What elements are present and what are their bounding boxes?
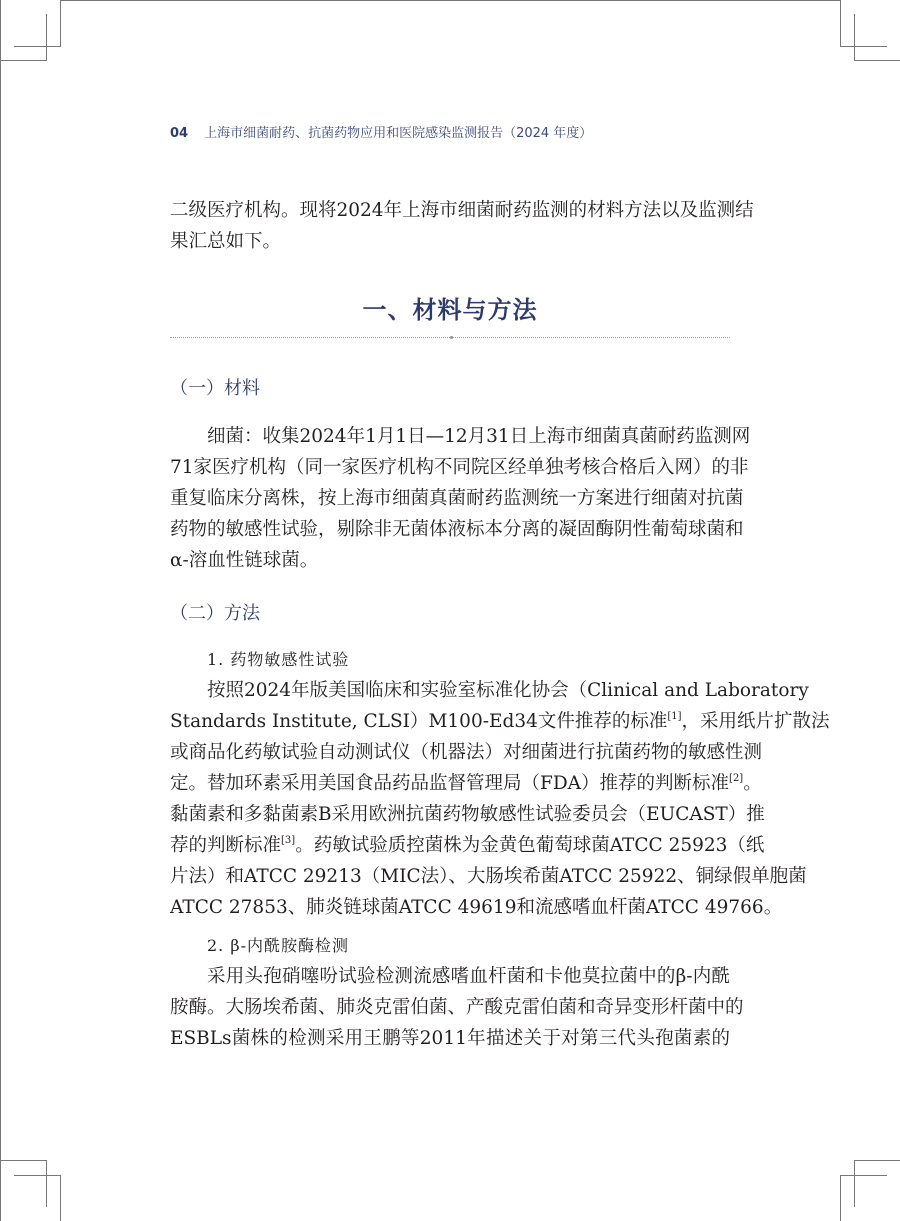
divider-dot [450, 336, 453, 339]
subsection-title-materials: （一）材料 [170, 378, 260, 399]
methods-item-1 [170, 644, 830, 923]
item-heading: 1. 药物敏感性试验 [207, 650, 350, 669]
text-span: ，采用纸片扩散法 [681, 711, 830, 732]
text-line: 胺酶。大肠埃希菌、肺炎克雷伯菌、产酸克雷伯菌和奇异变形杆菌中的 [170, 997, 744, 1018]
materials-paragraph [170, 421, 751, 576]
text-line: 果汇总如下。 [170, 231, 282, 252]
text-line: α-溶血性链球菌。 [170, 550, 319, 571]
text-span: 。药敏试验质控菌株为金黄色葡萄球菌ATCC 25923（纸 [295, 835, 765, 856]
running-title: 上海市细菌耐药、抗菌药物应用和医院感染监测报告（2024 年度） [204, 126, 593, 141]
citation[interactable]: [2] [729, 773, 744, 784]
page-number: 04 [170, 126, 189, 141]
text-line: 二级医疗机构。现将2024年上海市细菌耐药监测的材料方法以及监测结 [170, 200, 754, 221]
text-line: 71家医疗机构（同一家医疗机构不同院区经单独考核合格后入网）的非 [170, 457, 749, 478]
text-line [170, 830, 765, 861]
citation[interactable]: [1] [667, 711, 682, 722]
text-span: Standards Institute, CLSI）M100-Ed34文件推荐的标准 [170, 711, 668, 732]
text-line [170, 768, 762, 799]
text-line: 黏菌素和多黏菌素B采用欧洲抗菌药物敏感性试验委员会（EUCAST）推 [170, 804, 765, 825]
text-line: 重复临床分离株，按上海市细菌真菌耐药监测统一方案进行细菌对抗菌 [170, 488, 744, 509]
text-line [170, 706, 830, 737]
text-line: 按照2024年版美国临床和实验室标准化协会（Clinical and Laboratory [207, 680, 809, 701]
text-span: 定。替加环素采用美国食品药品监督管理局（FDA）推荐的判断标准 [170, 773, 730, 794]
text-line: ESBLs菌株的检测采用王鹏等2011年描述关于对第三代头孢菌素的 [170, 1028, 730, 1049]
text-line: 采用头孢硝噻吩试验检测流感嗜血杆菌和卡他莫拉菌中的β-内酰 [207, 966, 730, 987]
text-line: 药物的敏感性试验，剔除非无菌体液标本分离的凝固酶阴性葡萄球菌和 [170, 519, 744, 540]
subsection-title-methods: （二）方法 [170, 603, 260, 624]
text-line: 片法）和ATCC 29213（MIC法）、大肠埃希菌ATCC 25922、铜绿假单胞菌 [170, 866, 807, 887]
methods-item-2 [170, 930, 744, 1054]
text-line: 或商品化药敏试验自动测试仪（机器法）对细菌进行抗菌药物的敏感性测 [170, 742, 763, 763]
citation[interactable]: [3] [281, 835, 296, 846]
item-heading: 2. β-内酰胺酶检测 [207, 936, 350, 955]
text-line: ATCC 27853、肺炎链球菌ATCC 49619和流感嗜血杆菌ATCC 49766。 [170, 897, 783, 918]
text-span: 荐的判断标准 [170, 835, 282, 856]
text-line: 细菌：收集2024年1月1日—12月31日上海市细菌真菌耐药监测网 [207, 426, 751, 447]
text-span: 。 [743, 773, 762, 794]
intro-paragraph [170, 195, 754, 257]
section-title: 一、材料与方法 [362, 296, 538, 324]
running-header [170, 122, 592, 141]
